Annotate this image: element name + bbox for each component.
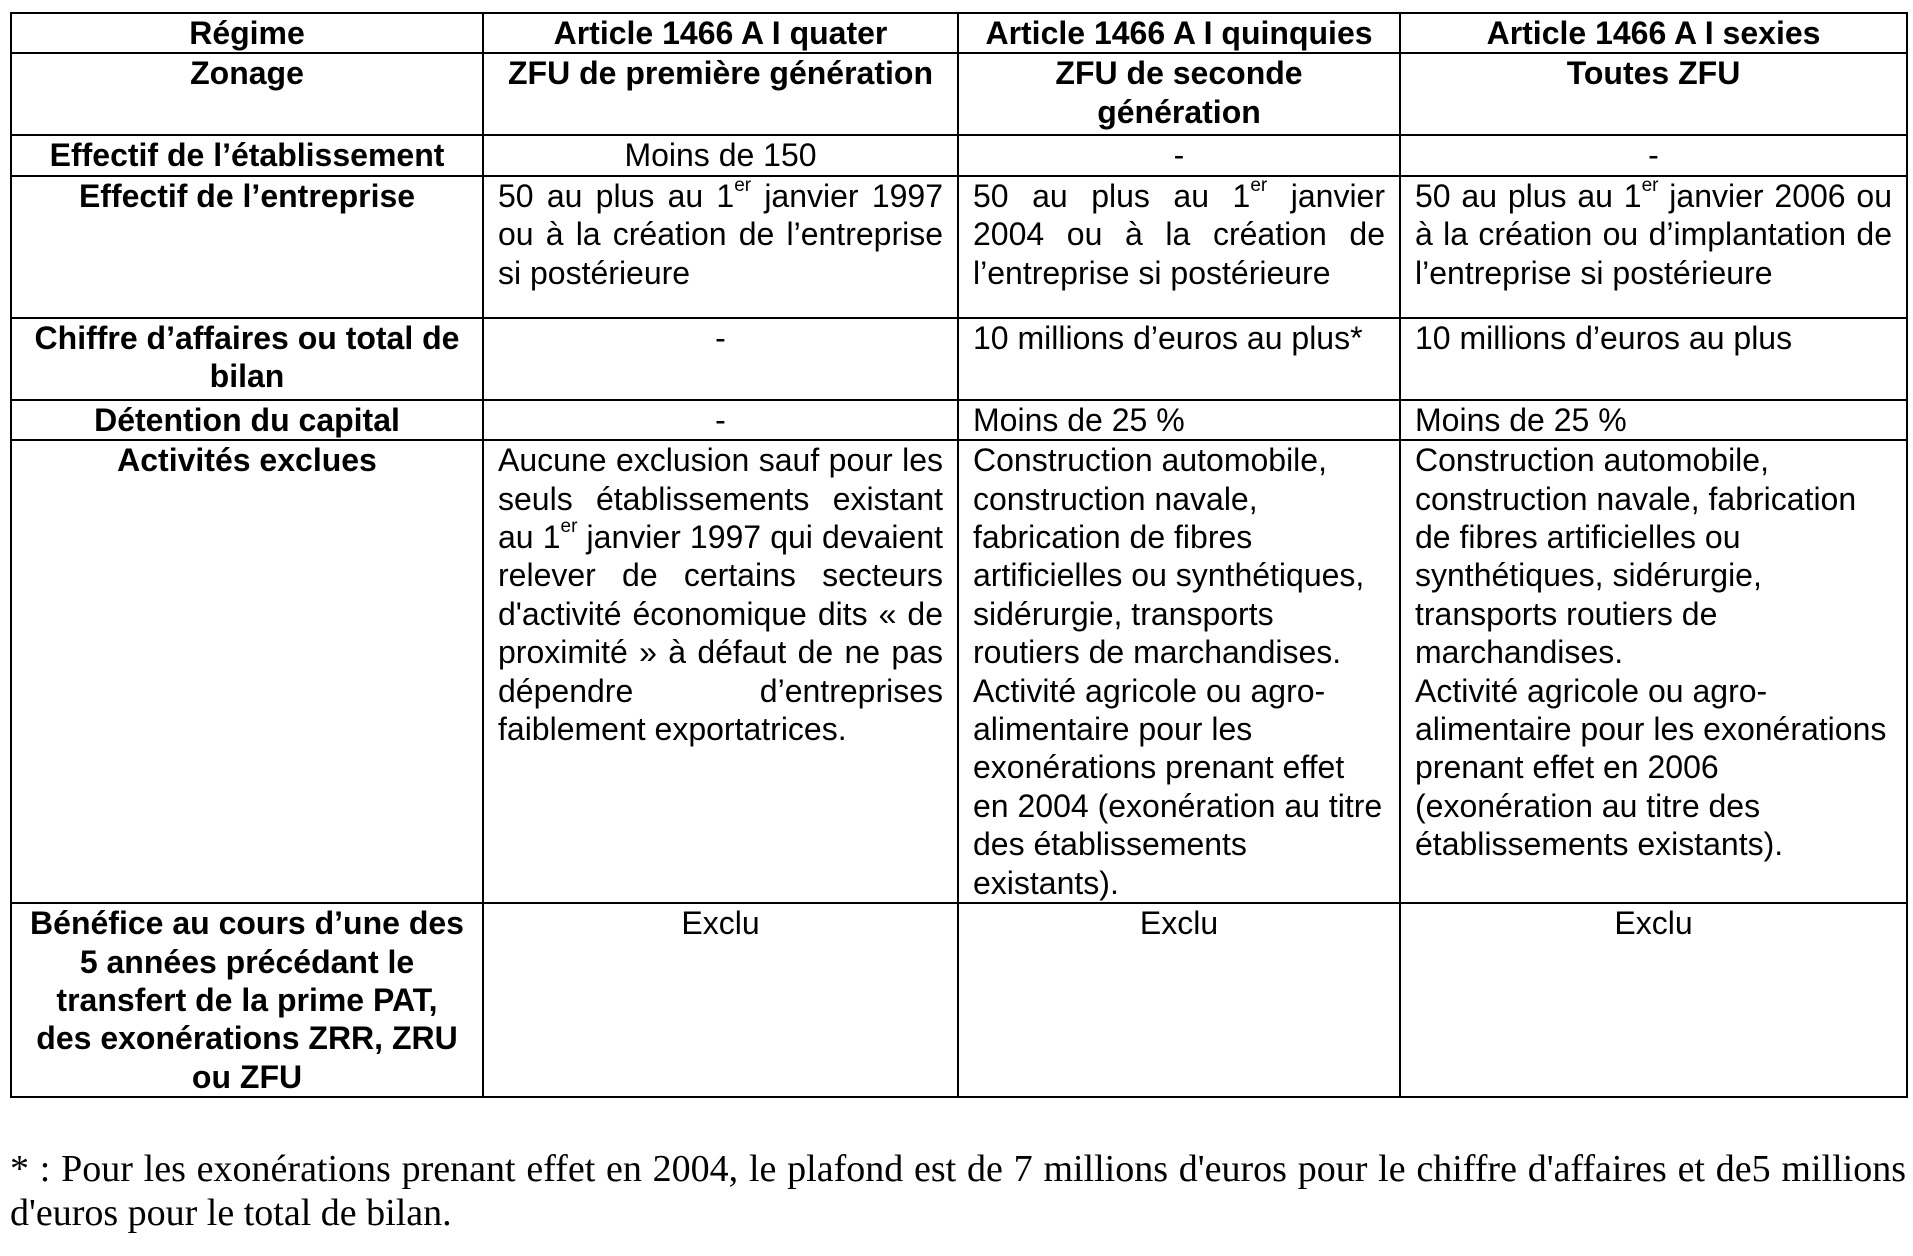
effectif-etablissement-sexies: - <box>1400 135 1907 175</box>
ordinal-superscript: er <box>1641 175 1659 197</box>
chiffre-affaires-quinquies: 10 millions d’euros au plus* <box>958 318 1400 400</box>
effectif-etablissement-quinquies: - <box>958 135 1400 175</box>
chiffre-affaires-sexies: 10 millions d’euros au plus <box>1400 318 1907 400</box>
text-segment: janvier 2006 ou à la création ou d’implantation de l’entreprise si postérieure <box>1415 177 1893 291</box>
row-label-activites-exclues: Activités exclues <box>11 440 483 903</box>
text-segment: Aucune exclusion sauf pour les seuls établissements existant au 1 <box>498 442 943 556</box>
ordinal-superscript: er <box>1250 175 1268 197</box>
footnote: * : Pour les exonérations prenant effet en 2004, le plafond est de 7 millions d'euros pour le chiffre d'affaires et de5 millions d'euros pour le total de bilan. <box>10 1148 1906 1234</box>
ordinal-superscript: er <box>734 175 752 197</box>
row-label-detention-capital: Détention du capital <box>11 400 483 440</box>
effectif-etablissement-quater: Moins de 150 <box>483 135 958 175</box>
row-label-zonage: Zonage <box>11 53 483 135</box>
text-segment: janvier 1997 ou à la création de l’entreprise si postérieure <box>498 177 943 291</box>
row-label-benefice: Bénéfice au cours d’une des 5 années précédant le transfert de la prime PAT, des exonérations ZRR, ZRU ou ZFU <box>11 903 483 1097</box>
paragraph: Construction automobile, construction navale, fabrication de fibres artificielles ou synthétiques, sidérurgie, transports routiers de marchandises. <box>973 442 1365 671</box>
ordinal-superscript: er <box>560 516 578 538</box>
detention-capital-quater: - <box>483 400 958 440</box>
activites-exclues-quinquies <box>958 440 1400 903</box>
zonage-quinquies: ZFU de seconde génération <box>958 53 1400 135</box>
text-segment: janvier 2004 ou à la création de l’entreprise si postérieure <box>973 177 1386 291</box>
column-header-quater: Article 1466 A I quater <box>483 13 958 53</box>
column-header-sexies: Article 1466 A I sexies <box>1400 13 1907 53</box>
text-segment: 50 au plus au 1 <box>973 177 1251 214</box>
text-segment: janvier 1997 qui devaient relever de certains secteurs d'activité économique dits « de proximité » à défaut de ne pas dépendre d’entreprises faiblement exportatrices. <box>498 519 944 748</box>
zonage-sexies: Toutes ZFU <box>1400 53 1907 135</box>
row-label-effectif-etablissement: Effectif de l’établissement <box>11 135 483 175</box>
row-label-effectif-entreprise: Effectif de l’entreprise <box>11 176 483 318</box>
table-row-effectif-etablissement <box>11 135 1907 175</box>
effectif-entreprise-quinquies <box>958 176 1400 318</box>
table-row-zonage <box>11 53 1907 135</box>
text-segment: 50 au plus au 1 <box>1415 177 1642 214</box>
activites-exclues-sexies <box>1400 440 1907 903</box>
table-row-effectif-entreprise <box>11 176 1907 318</box>
text-segment: 50 au plus au 1 <box>498 177 735 214</box>
table-row-detention-capital <box>11 400 1907 440</box>
table-row-activites-exclues <box>11 440 1907 903</box>
detention-capital-quinquies: Moins de 25 % <box>958 400 1400 440</box>
column-header-quinquies: Article 1466 A I quinquies <box>958 13 1400 53</box>
activites-exclues-quater <box>483 440 958 903</box>
zonage-quater: ZFU de première génération <box>483 53 958 135</box>
paragraph: Activité agricole ou agro-alimentaire pour les exonérations prenant effet en 2004 (exonération au titre des établissements existants). <box>973 672 1383 901</box>
effectif-entreprise-sexies <box>1400 176 1907 318</box>
regime-comparison-table <box>10 12 1908 1098</box>
row-label-regime: Régime <box>11 13 483 53</box>
detention-capital-sexies: Moins de 25 % <box>1400 400 1907 440</box>
benefice-sexies: Exclu <box>1400 903 1907 1097</box>
table-row-regime <box>11 13 1907 53</box>
benefice-quinquies: Exclu <box>958 903 1400 1097</box>
effectif-entreprise-quater <box>483 176 958 318</box>
row-label-chiffre-affaires: Chiffre d’affaires ou total de bilan <box>11 318 483 400</box>
paragraph: Construction automobile, construction navale, fabrication de fibres artificielles ou synthétiques, sidérurgie, transports routiers de marchandises. <box>1415 442 1857 671</box>
table-row-chiffre-affaires <box>11 318 1907 400</box>
table-row-benefice <box>11 903 1907 1097</box>
benefice-quater: Exclu <box>483 903 958 1097</box>
paragraph: Activité agricole ou agro-alimentaire pour les exonérations prenant effet en 2006 (exonération au titre des établissements existants). <box>1415 672 1887 863</box>
chiffre-affaires-quater: - <box>483 318 958 400</box>
